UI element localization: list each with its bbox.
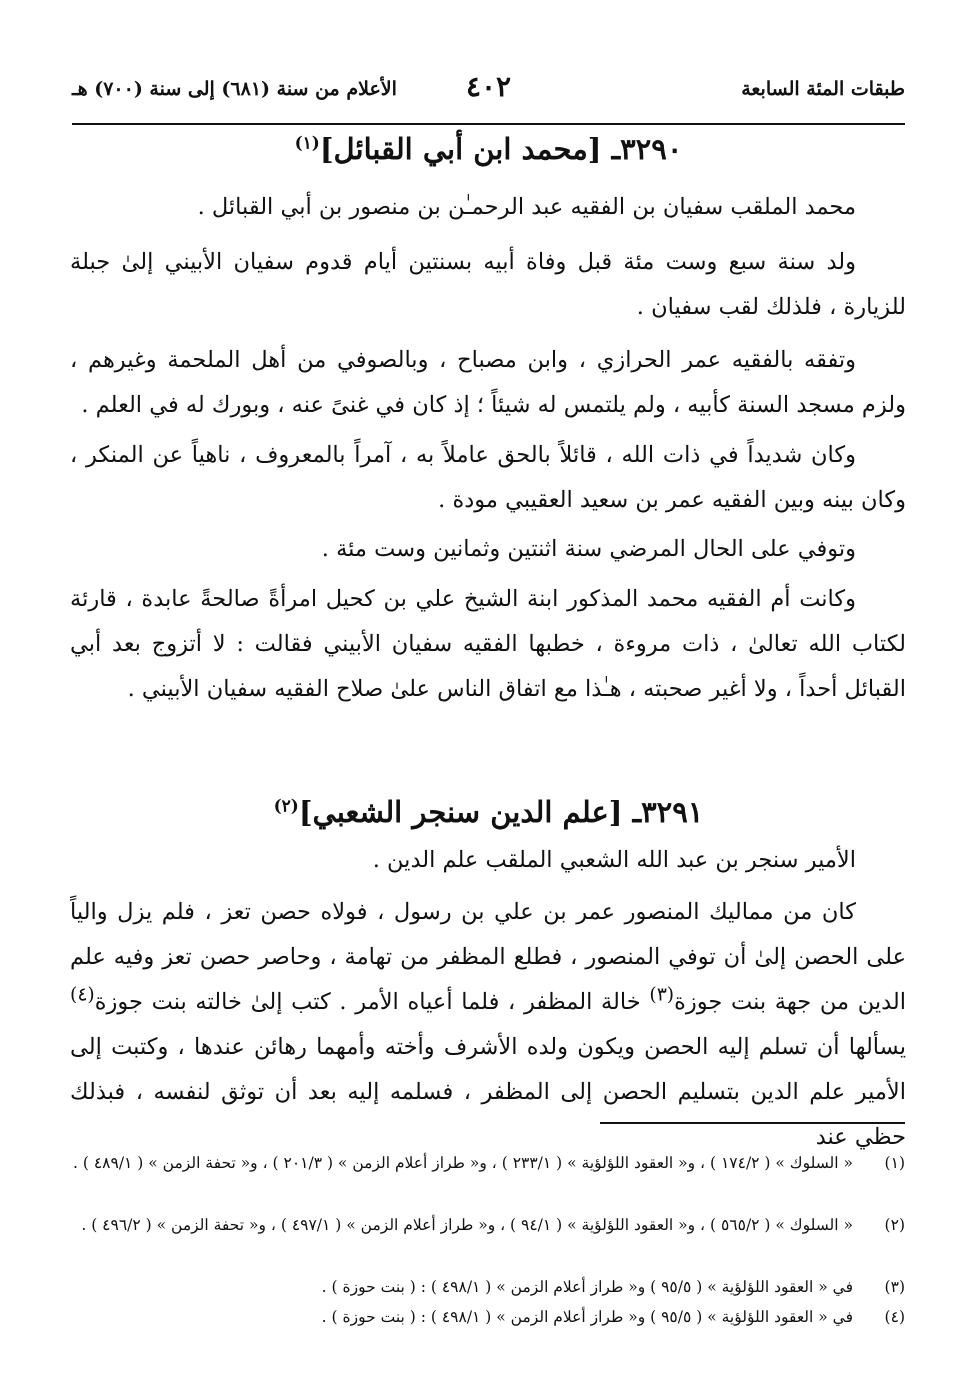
- header-rule: [72, 123, 905, 125]
- footnote-text: « السلوك » ( ١٧٤/٢ ) ، و« العقود اللؤلؤية » ( ٢٣٣/١ ) ، و« طراز أعلام الزمن » ( ٢٠١/٣ ) ، و« تحفة الزمن » ( ٤٨٩/١ ) .: [73, 1154, 853, 1172]
- footnote-ref: (٢): [273, 796, 299, 817]
- book-section-title: طبقات المئة السابعة: [741, 78, 905, 100]
- footnote-ref: (١): [294, 133, 320, 154]
- footnote: [72, 1272, 905, 1302]
- footnote: [72, 1148, 905, 1178]
- entry-number: ٣٢٩١: [641, 795, 704, 829]
- paragraph: وتوفي على الحال المرضي سنة اثنتين وثمانين وست مئة .: [321, 536, 856, 562]
- footnote-rule: [600, 1122, 905, 1124]
- page-number: ٤٠٢: [465, 70, 512, 103]
- paragraph: وكان شديداً في ذات الله ، قائلاً بالحق عاملاً به ، آمراً بالمعروف ، ناهياً عن المنكر ، وكان بينه وبين الفقيه عمر بن سعيد العقيبي مودة .: [70, 442, 906, 513]
- entry-heading-3290: [72, 132, 905, 166]
- paragraph: وكانت أم الفقيه محمد المذكور ابنة الشيخ علي بن كحيل امرأةً صالحةً عابدة ، قارئة لكتاب الله تعالىٰ ، ذات مروءة ، خطبها الفقيه سفيان الأبيني فقالت : لا أتزوج بعد أبي القبائل أحداً ، ولا أغير صحبته ، هـٰذا مع اتفاق الناس علىٰ صلاح الفقيه سفيان الأبيني .: [70, 586, 906, 702]
- paragraph: محمد الملقب سفيان بن الفقيه عبد الرحمـٰن بن منصور بن أبي القبائل .: [197, 194, 856, 220]
- paragraph: الأمير سنجر بن عبد الله الشعبي الملقب علم الدين .: [372, 847, 856, 873]
- footnote-ref: (٣): [649, 984, 675, 1006]
- footnote-number: (٢): [884, 1216, 905, 1234]
- entry-name: ـ [محمد ابن أبي القبائل]: [319, 132, 621, 166]
- footnote-ref: (٤): [70, 984, 95, 1006]
- footnote-number: (٣): [884, 1278, 905, 1296]
- footnote-number: (١): [884, 1154, 905, 1172]
- paragraph: كان من مماليك المنصور عمر بن علي بن رسول ، فولاه حصن تعز ، فلم يزل والياً على الحصن إلىٰ أن توفي المنصور ، فطلع المظفر من تهامة ، وحاصر حصن تعز وفيه علم الدين من جهة بنت جوزة$^{(٣)}$ خالة المظفر ، فلما أعياه الأمر . كتب إلىٰ خالته بنت جوزة$^{(٤)}$ يسألها أن تسلم إليه الحصن ويكون ولده الأشرف وأخته وأمهما رهائن عندها ، وكتبت إلى الأمير علم الدين بتسليم الحصن إلى المظفر ، فسلمه إليه بعد أن توثق لنفسه ، فبذلك حظي عند: [70, 899, 907, 1150]
- volume-range-title: الأعلام من سنة (٦٨١) إلى سنة (٧٠٠) هـ: [72, 78, 397, 100]
- footnote-text: « السلوك » ( ٥٦٥/٢ ) ، و« العقود اللؤلؤية » ( ٩٤/١ ) ، و« طراز أعلام الزمن » ( ٤٩٧/١ ) ، و« تحفة الزمن » ( ٤٩٦/٢ ) .: [81, 1216, 853, 1234]
- footnote-text: في « العقود اللؤلؤية » ( ٩٥/٥ ) و« طراز أعلام الزمن » ( ٤٩٨/١ ) : ( بنت حوزة ) .: [321, 1308, 853, 1326]
- footnote-text: في « العقود اللؤلؤية » ( ٩٥/٥ ) و« طراز أعلام الزمن » ( ٤٩٨/١ ) : ( بنت حوزة ) .: [321, 1278, 853, 1296]
- entry-number: ٣٢٩٠: [620, 132, 683, 166]
- entry-name: ـ [علم الدين سنجر الشعبي]: [298, 795, 642, 829]
- running-header: [72, 70, 905, 110]
- footnote: [72, 1302, 905, 1332]
- paragraph: وتفقه بالفقيه عمر الحرازي ، وابن مصباح ، وبالصوفي من أهل الملحمة وغيرهم ، ولزم مسجد السنة كأبيه ، ولم يلتمس له شيئاً ؛ إذ كان في غنىً عنه ، وبورك له في العلم .: [70, 347, 906, 418]
- entry-heading-3291: [72, 795, 905, 829]
- footnote: [72, 1210, 905, 1240]
- footnote-number: (٤): [884, 1308, 905, 1326]
- paragraph: ولد سنة سبع وست مئة قبل وفاة أبيه بسنتين أيام قدوم سفيان الأبيني إلىٰ جبلة للزيارة ، فلذلك لقب سفيان .: [70, 249, 906, 320]
